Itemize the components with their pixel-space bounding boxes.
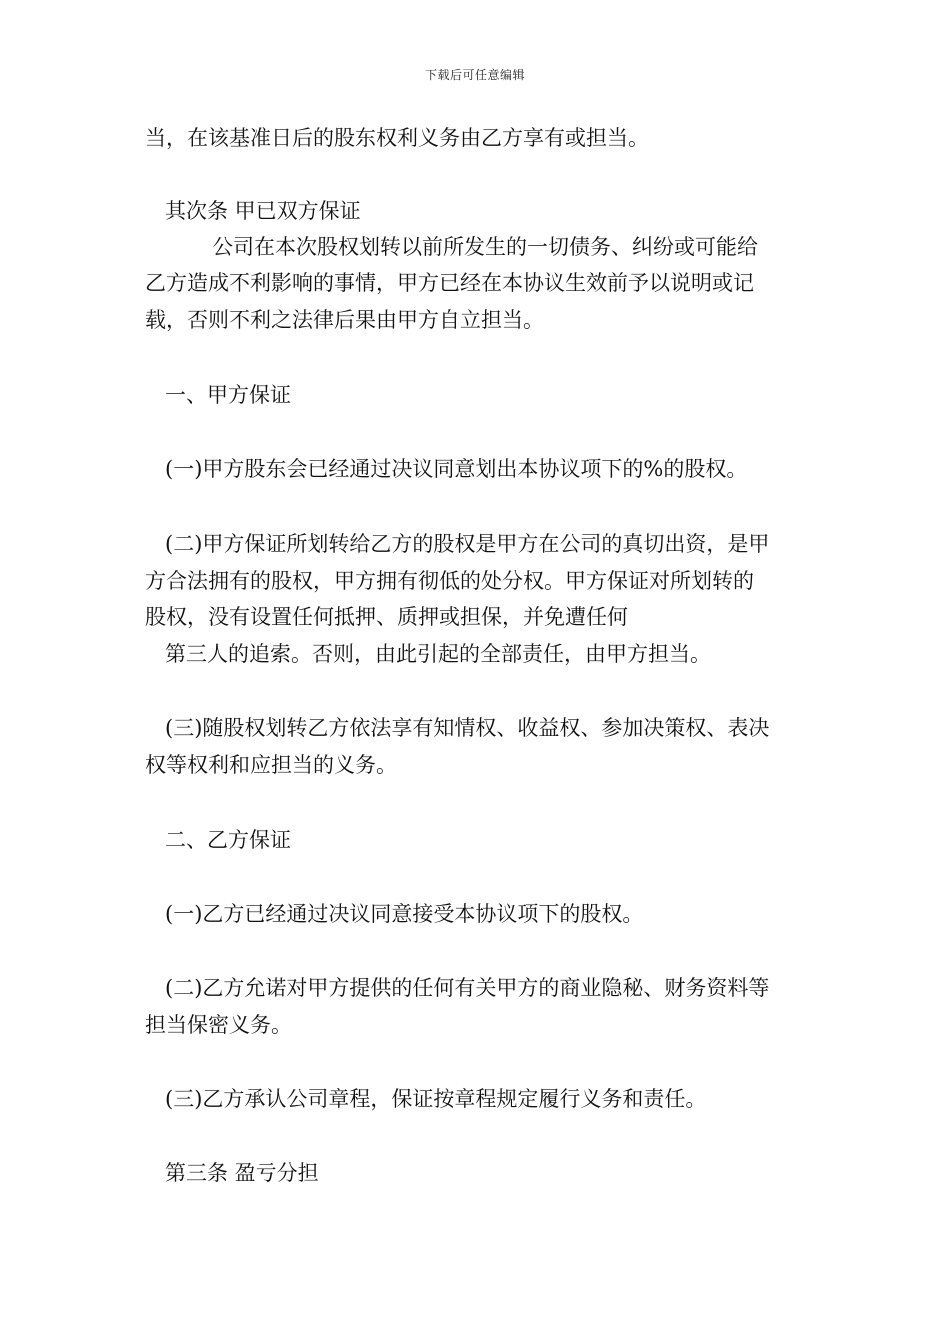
paragraph-line: (一)乙方已经通过决议同意接受本协议项下的股权。 (165, 902, 644, 926)
paragraph-line: 第三人的追索。否则，由此引起的全部责任，由甲方担当。 (165, 642, 711, 666)
paragraph-line: 载，否则不利之法律后果由甲方自立担当。 (145, 308, 544, 332)
paragraph-line: (二)乙方允诺对甲方提供的任何有关甲方的商业隐秘、财务资料等 (165, 976, 770, 1000)
paragraph-line: (二)甲方保证所划转给乙方的股权是甲方在公司的真切出资，是甲 (165, 532, 770, 556)
paragraph-line: 担当保密义务。 (145, 1013, 292, 1037)
section-heading: 其次条 甲已双方保证 (165, 199, 361, 223)
page-header: 下载后可任意编辑 (424, 68, 525, 82)
paragraph-line: 公司在本次股权划转以前所发生的一切债务、纠纷或可能给 (212, 235, 758, 259)
section-heading: 第三条 盈亏分担 (165, 1161, 319, 1185)
paragraph-line: (三)乙方承认公司章程，保证按章程规定履行义务和责任。 (165, 1087, 707, 1111)
paragraph-line: (三)随股权划转乙方依法享有知情权、收益权、参加决策权、表决 (165, 716, 770, 740)
subsection-heading: 一、甲方保证 (165, 383, 291, 407)
paragraph-line: 权等权利和应担当的义务。 (145, 753, 397, 777)
paragraph-line: 当，在该基准日后的股东权利义务由乙方享有或担当。 (145, 126, 649, 150)
paragraph-line: 股权，没有设置任何抵押、质押或担保，并免遭任何 (145, 605, 628, 629)
subsection-heading: 二、乙方保证 (165, 828, 291, 852)
paragraph-line: 乙方造成不利影响的事情，甲方已经在本协议生效前予以说明或记 (145, 271, 754, 295)
paragraph-line: (一)甲方股东会已经通过决议同意划出本协议项下的%的股权。 (165, 457, 748, 481)
paragraph-line: 方合法拥有的股权，甲方拥有彻低的处分权。甲方保证对所划转的 (145, 569, 754, 593)
